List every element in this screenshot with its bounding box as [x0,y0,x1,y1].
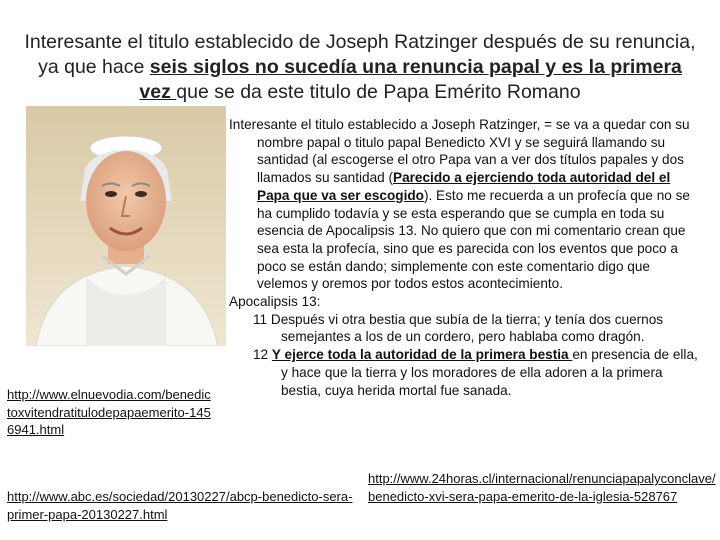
slide-title [20,30,700,105]
title-emphasis: seis siglos no sucedía una renuncia papal y es la primera vez [139,56,682,103]
commentary-text-b: ). Esto me recuerda a un profecía que no se ha cumplido todavía y se esta esperando que se cumpla en toda su esencia de Apocalipsis 13. No quiero que con mi comentario crean que sea esta la profecía, sino que es parecida con los eventos que poco a poco se están dando; simplemente con este comentario digo que velemos y oremos por todos estos acontecimiento. [257,187,690,292]
commentary-text-a: Interesante el titulo establecido a Joseph Ratzinger, = se va a quedar con su nombre papal o titulo papal Benedicto XVI y se seguirá llamando su santidad (al escogerse el otro Papa van a ver dos títulos papales y dos llamados su santidad ( [229,117,690,186]
link-24horas[interactable]: http://www.24horas.cl/internacional/renunciapapalyconclave/benedicto-xvi-sera-papa-emerito-de-la-iglesia-528767 [368,471,716,504]
link-elnuevodia[interactable]: http://www.elnuevodia.com/benedictoxvitendratitulodepapaemerito-1456941.html [7,387,211,437]
verse-12 [229,346,699,399]
commentary-emphasis: Parecido a ejerciendo toda autoridad del el Papa que va ser escogido [257,170,671,203]
title-text-2: que se da este titulo de Papa Emérito Romano [176,81,581,103]
commentary-paragraph [229,116,699,293]
apocalypse-heading: Apocalipsis 13: [229,294,321,310]
pope-portrait-photo [26,106,226,346]
verse-11-text: 11 Después vi otra bestia que subía de la tierra; y tenía dos cuernos semejantes a los de un cordero, pero hablaba como dragón. [253,311,664,345]
verse-12-number: 12 [253,347,272,363]
verse-12-emphasis: Y ejerce toda la autoridad de la primera bestia [271,347,573,363]
verse-11 [229,311,699,346]
title-text-1: Interesante el titulo establecido de Joseph Ratzinger después de su renuncia, ya que hace [24,31,696,78]
main-text-block [229,116,699,399]
verse-12-text: en presencia de ella, y hace que la tierra y los moradores de ella adoren a la primera bestia, cuya herida mortal fue sanada. [281,347,698,398]
link-abc[interactable]: http://www.abc.es/sociedad/20130227/abcp-benedicto-sera-primer-papa-20130227.html [7,489,353,522]
